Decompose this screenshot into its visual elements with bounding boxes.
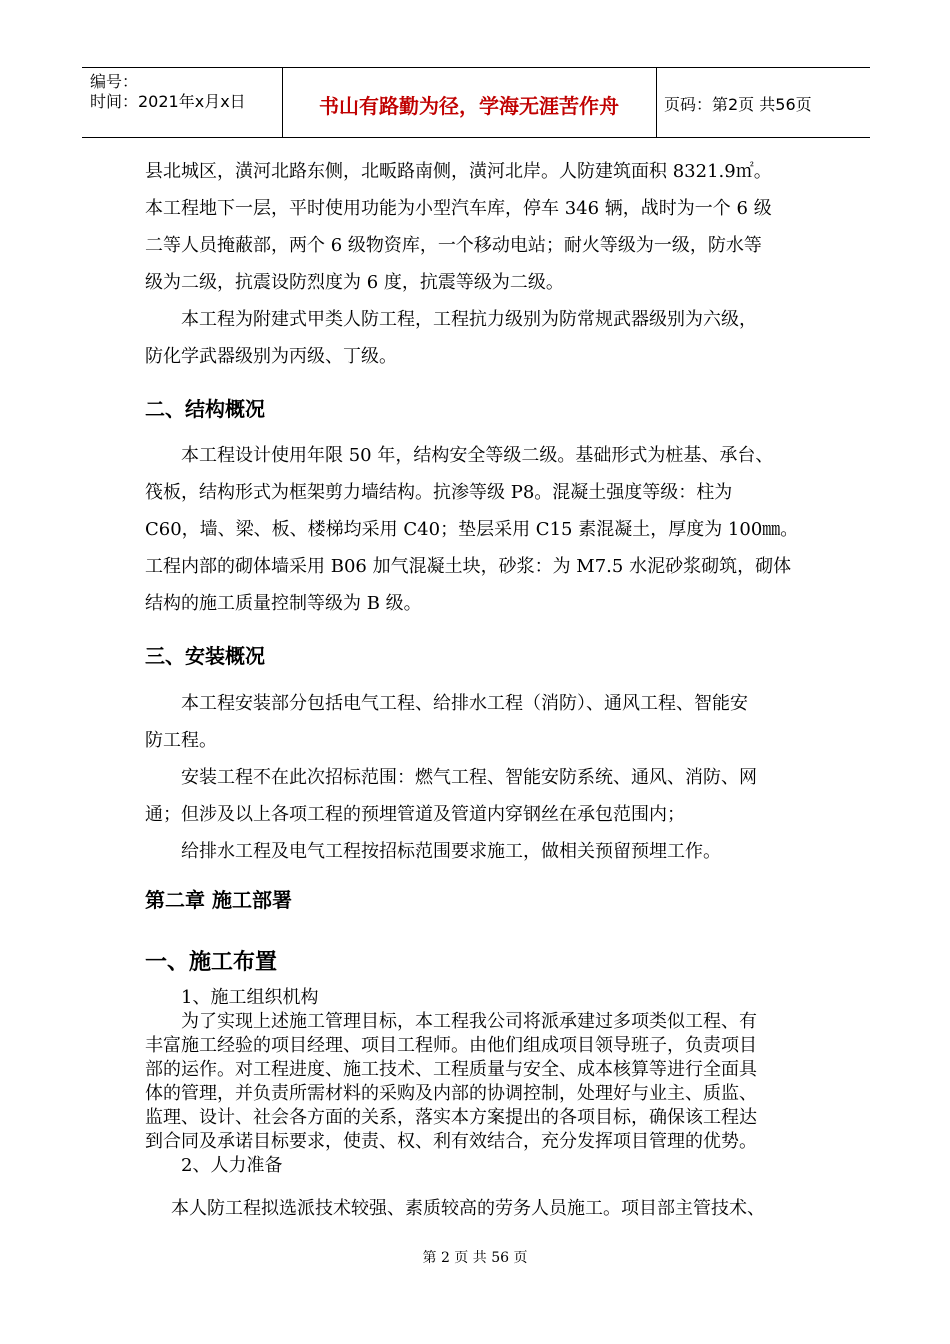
paragraph-install-scope: [145, 685, 807, 759]
item-title: 2、人力准备: [181, 1155, 283, 1176]
text-line: 筏板，结构形式为框架剪力墙结构。抗渗等级 P8。混凝土强度等级：柱为: [145, 482, 733, 503]
header-time-label: 时间：2021年x月x日: [90, 92, 246, 111]
text-line: 防工程。: [145, 730, 217, 751]
header-page-label: 页码：第2页 共56页: [664, 95, 812, 114]
text-line: 县北城区，潢河北路东侧，北畈路南侧，潢河北岸。人防建筑面积 8321.9㎡。: [145, 161, 772, 182]
text-line: 本工程安装部分包括电气工程、给排水工程（消防）、通风工程、智能安: [181, 693, 748, 714]
text-line: 二等人员掩蔽部，两个 6 级物资库，一个移动电站；耐火等级为一级，防水等: [145, 235, 762, 256]
heading-chapter-2: 第二章 施工部署: [145, 888, 292, 912]
header-motto: 书山有路勤为径，学海无涯苦作舟: [319, 94, 619, 118]
text-line: 部的运作。对工程进度、施工技术、工程质量与安全、成本核算等进行全面具: [145, 1059, 757, 1080]
text-line: 体的管理，并负责所需材料的采购及内部的协调控制，处理好与业主、质监、: [145, 1083, 757, 1104]
paragraph-labor: [171, 1190, 833, 1227]
text-line: 为了实现上述施工管理目标，本工程我公司将派承建过多项类似工程、有: [181, 1011, 757, 1032]
header-meta: [90, 72, 246, 112]
header-divider: [656, 68, 657, 137]
text-line: 本工程为附建式甲类人防工程，工程抗力级别为防常规武器级别为六级，: [181, 309, 757, 330]
text-line: 工程内部的砌体墙采用 B06 加气混凝土块，砂浆：为 M7.5 水泥砂浆砌筑，砌体: [145, 556, 792, 577]
text-line: 到合同及承诺目标要求，使责、权、利有效结合，充分发挥项目管理的优势。: [145, 1131, 757, 1152]
paragraph-classification: [145, 301, 807, 375]
item-title: 1、施工组织机构: [181, 987, 319, 1008]
text-line: 通；但涉及以上各项工程的预埋管道及管道内穿钢丝在承包范围内；: [145, 804, 685, 825]
paragraph-install-reserve: [145, 833, 807, 870]
paragraph-location: [145, 153, 807, 301]
paragraph-organization: [145, 986, 807, 1178]
text-line: 安装工程不在此次招标范围：燃气工程、智能安防系统、通风、消防、网: [181, 767, 757, 788]
text-line: 防化学武器级别为丙级、丁级。: [145, 346, 397, 367]
text-line: C60，墙、梁、板、楼梯均采用 C40；垫层采用 C15 素混凝土，厚度为 100㎜。: [145, 519, 799, 540]
text-line: 本人防工程拟选派技术较强、素质较高的劳务人员施工。项目部主管技术、: [171, 1198, 765, 1219]
heading-structure: 二、结构概况: [145, 397, 265, 421]
text-line: 本工程地下一层，平时使用功能为小型汽车库，停车 346 辆，战时为一个 6 级: [145, 198, 772, 219]
page-footer: 第 2 页 共 56 页: [422, 1250, 528, 1266]
text-line: 给排水工程及电气工程按招标范围要求施工，做相关预留预埋工作。: [181, 841, 721, 862]
page-header: [82, 67, 870, 138]
text-line: 丰富施工经验的项目经理、项目工程师。由他们组成项目领导班子，负责项目: [145, 1035, 757, 1056]
header-number-label: 编号：: [90, 72, 139, 91]
text-line: 结构的施工质量控制等级为 B 级。: [145, 593, 422, 614]
heading-install: 三、安装概况: [145, 644, 265, 668]
text-line: 级为二级，抗震设防烈度为 6 度，抗震等级为二级。: [145, 272, 564, 293]
heading-layout: 一、施工布置: [145, 950, 278, 975]
text-line: 监理、设计、社会各方面的关系，落实本方案提出的各项目标，确保该工程达: [145, 1107, 757, 1128]
paragraph-install-exclusion: [145, 759, 807, 833]
text-line: 本工程设计使用年限 50 年，结构安全等级二级。基础形式为桩基、承台、: [181, 445, 774, 466]
paragraph-structure: [145, 437, 807, 622]
